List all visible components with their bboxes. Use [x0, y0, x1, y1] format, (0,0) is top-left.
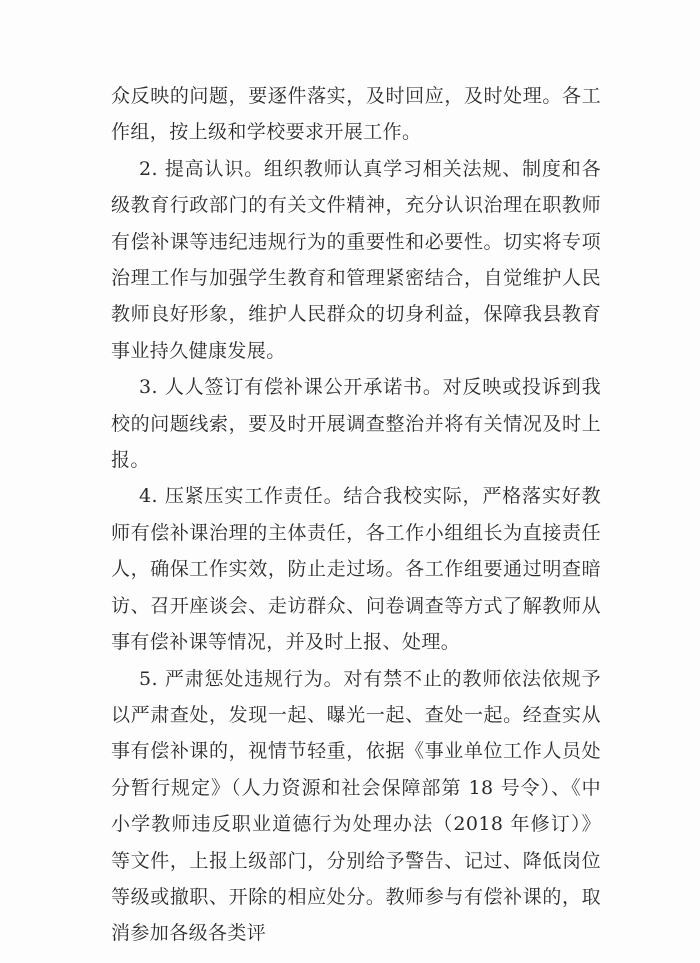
paragraph-item-2: 2. 提高认识。组织教师认真学习相关法规、制度和各级教育行政部门的有关文件精神，充分认识治理在职教师有偿补课等违纪违规行为的重要性和必要性。切实将专项治理工作与加强学生教育和管理紧密结合，自觉维护人民教师良好形象，维护人民群众的切身利益，保障我县教育事业持久健康发展。 [111, 157, 601, 362]
paragraph-item-3: 3. 人人签订有偿补课公开承诺书。对反映或投诉到我校的问题线索，要及时开展调查整治并将有关情况及时上报。 [111, 376, 601, 472]
document-body [111, 78, 601, 952]
paragraph-item-5: 5. 严肃惩处违规行为。对有禁不止的教师依法依规予以严肃查处，发现一起、曝光一起、查处一起。经查实从事有偿补课的，视情节轻重，依据《事业单位工作人员处分暂行规定》（人力资源和社会保障部第 18 号令）、《中小学教师违反职业道德行为处理办法（2018 年修订）》等文件，上报上级部门，分别给予警告、记过、降低岗位等级或撤职、开除的相应处分。教师参与有偿补课的，取消参加各级各类评 [111, 667, 601, 945]
paragraph-continuation: 众反映的问题，要逐件落实，及时回应，及时处理。各工作组，按上级和学校要求开展工作。 [111, 85, 601, 144]
paragraph-item-4: 4. 压紧压实工作责任。结合我校实际，严格落实好教师有偿补课治理的主体责任，各工作小组组长为直接责任人，确保工作实效，防止走过场。各工作组要通过明查暗访、召开座谈会、走访群众、问卷调查等方式了解教师从事有偿补课等情况，并及时上报、处理。 [111, 485, 601, 654]
